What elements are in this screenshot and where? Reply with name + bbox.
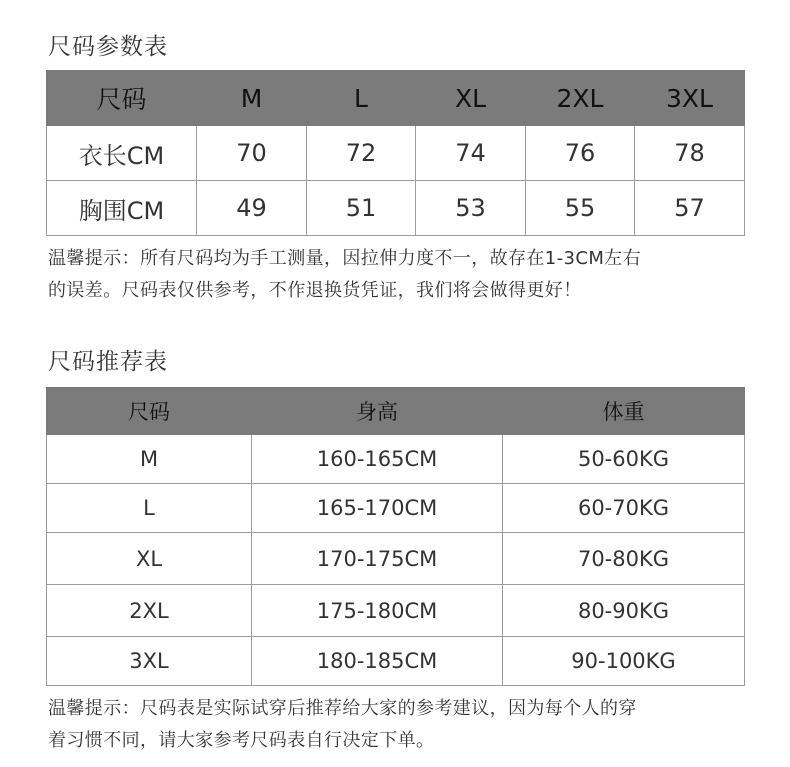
weight-cell: 90-100KG (503, 637, 745, 686)
table-cell: 53 (416, 181, 526, 236)
size-chart-note (48, 243, 758, 307)
table-row (47, 637, 745, 686)
table-cell: 49 (197, 181, 307, 236)
table-cell: 57 (635, 181, 745, 236)
column-header: 尺码 (47, 71, 197, 126)
weight-cell: 60-70KG (503, 484, 745, 533)
size-chart-table (46, 70, 745, 236)
table-row (47, 585, 745, 637)
column-header: L (307, 71, 416, 126)
recommend-chart-title: 尺码推荐表 (48, 349, 168, 375)
weight-cell: 80-90KG (503, 585, 745, 637)
note-line: 的误差。尺码表仅供参考，不作退换货凭证，我们将会做得更好！ (48, 280, 582, 301)
table-row (47, 484, 745, 533)
height-cell: 175-180CM (252, 585, 503, 637)
table-cell: 78 (635, 126, 745, 181)
note-line: 着习惯不同，请大家参考尺码表自行决定下单。 (48, 730, 435, 751)
column-header: 2XL (526, 71, 635, 126)
size-cell: M (47, 435, 252, 484)
size-chart-title: 尺码参数表 (48, 34, 168, 60)
row-label: 胸围CM (47, 181, 197, 236)
column-header: 3XL (635, 71, 745, 126)
table-row (47, 181, 745, 236)
table-cell: 51 (307, 181, 416, 236)
column-header: 体重 (503, 388, 745, 435)
size-cell: XL (47, 533, 252, 585)
height-cell: 165-170CM (252, 484, 503, 533)
height-cell: 160-165CM (252, 435, 503, 484)
table-row (47, 126, 745, 181)
row-label: 衣长CM (47, 126, 197, 181)
table-cell: 70 (197, 126, 307, 181)
size-chart-header-row (47, 71, 745, 126)
column-header: 尺码 (47, 388, 252, 435)
note-line: 温馨提示：尺码表是实际试穿后推荐给大家的参考建议，因为每个人的穿 (48, 698, 637, 719)
size-cell: L (47, 484, 252, 533)
column-header: M (197, 71, 307, 126)
column-header: 身高 (252, 388, 503, 435)
table-cell: 72 (307, 126, 416, 181)
recommend-chart-header-row (47, 388, 745, 435)
weight-cell: 70-80KG (503, 533, 745, 585)
table-row (47, 533, 745, 585)
size-cell: 2XL (47, 585, 252, 637)
height-cell: 180-185CM (252, 637, 503, 686)
recommend-chart-note (48, 693, 758, 757)
table-cell: 55 (526, 181, 635, 236)
weight-cell: 50-60KG (503, 435, 745, 484)
note-line: 温馨提示：所有尺码均为手工测量，因拉伸力度不一，故存在1-3CM左右 (48, 248, 642, 269)
size-cell: 3XL (47, 637, 252, 686)
table-cell: 74 (416, 126, 526, 181)
recommend-chart-table (46, 387, 745, 686)
column-header: XL (416, 71, 526, 126)
height-cell: 170-175CM (252, 533, 503, 585)
table-row (47, 435, 745, 484)
table-cell: 76 (526, 126, 635, 181)
